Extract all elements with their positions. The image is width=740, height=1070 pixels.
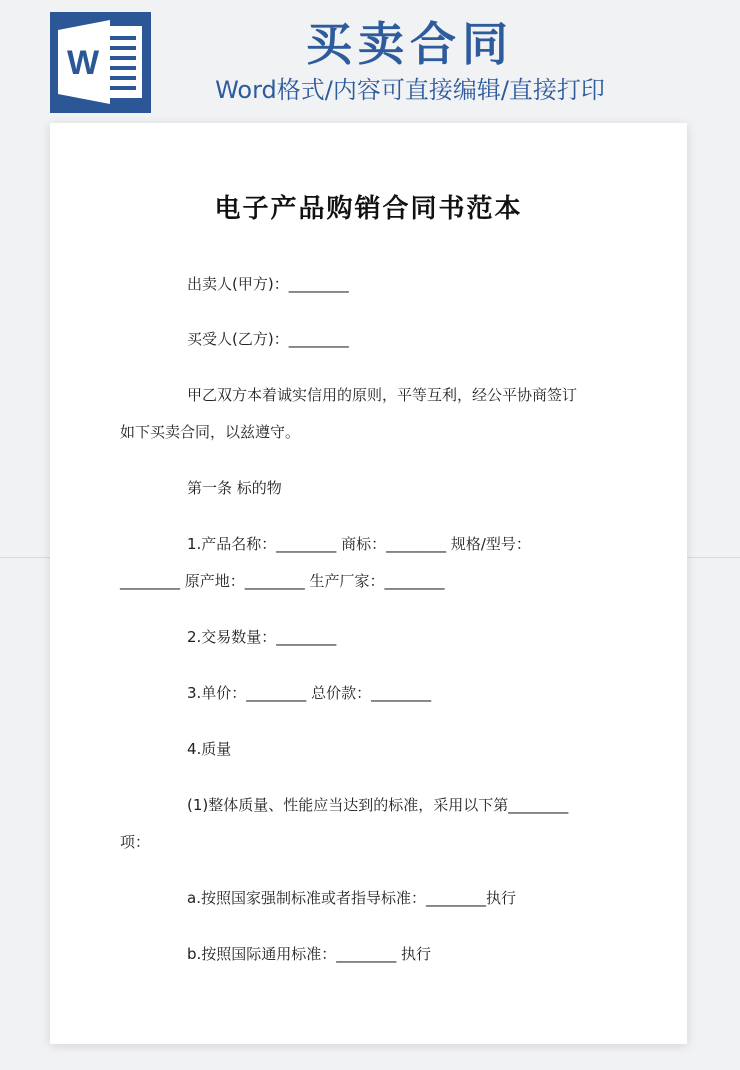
quality-clause-line-2: 项： xyxy=(120,833,151,851)
article-1-heading: 第一条 标的物 xyxy=(187,479,282,497)
quality-option-b: b.按照国际通用标准：________ 执行 xyxy=(187,945,432,963)
price-line: 3.单价：________ 总价款：________ xyxy=(187,684,432,702)
product-info-line-1: 1.产品名称：________ 商标：________ 规格/型号： xyxy=(187,535,531,553)
word-logo xyxy=(50,12,151,113)
logo-letter: W xyxy=(66,44,100,82)
quality-clause-line-1: (1)整体质量、性能应当达到的标准，采用以下第________ xyxy=(187,796,569,814)
quality-option-a: a.按照国家强制标准或者指导标准：________执行 xyxy=(187,889,516,907)
quality-heading: 4.质量 xyxy=(187,740,232,758)
preamble-line-1: 甲乙双方本着诚实信用的原则，平等互利，经公平协商签订 xyxy=(187,386,578,404)
word-document-icon xyxy=(50,12,151,113)
banner-subtitle: Word格式/内容可直接编辑/直接打印 xyxy=(215,76,605,104)
product-info-line-2: ________ 原产地：________ 生产厂家：________ xyxy=(120,572,445,590)
quantity-line: 2.交易数量：________ xyxy=(187,628,337,646)
banner-title: 买卖合同 xyxy=(306,17,514,71)
document-title: 电子产品购销合同书范本 xyxy=(214,194,523,224)
seller-line: 出卖人(甲方)：________ xyxy=(187,275,349,293)
buyer-line: 买受人(乙方)：________ xyxy=(187,330,349,348)
preamble-line-2: 如下买卖合同，以兹遵守。 xyxy=(120,423,301,441)
document-page xyxy=(50,123,687,1044)
